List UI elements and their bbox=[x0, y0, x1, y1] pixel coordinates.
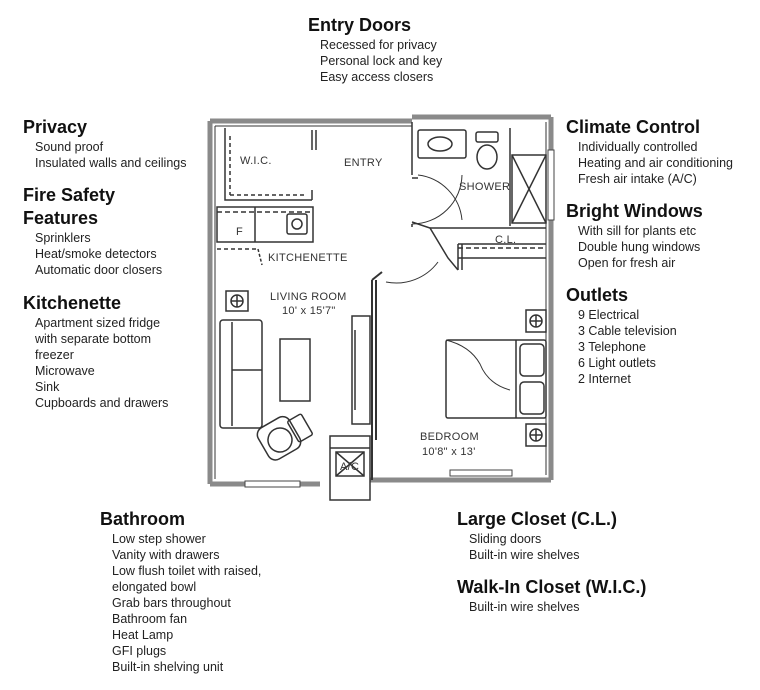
bed bbox=[446, 340, 546, 418]
kitchenette-title: Kitchenette bbox=[23, 293, 122, 313]
kitchenette-section bbox=[23, 292, 168, 411]
list-item: 9 Electrical bbox=[578, 308, 640, 322]
outlets-title: Outlets bbox=[566, 285, 629, 305]
toilet-icon bbox=[476, 132, 498, 169]
sink-icon bbox=[287, 214, 307, 234]
vanity bbox=[418, 130, 466, 158]
entry-doors-title: Entry Doors bbox=[308, 15, 412, 35]
fridge-label: F bbox=[236, 226, 244, 238]
privacy-title: Privacy bbox=[23, 117, 88, 137]
living-room-window bbox=[245, 481, 300, 487]
list-item: elongated bowl bbox=[112, 580, 197, 594]
bathroom-area bbox=[412, 122, 546, 227]
list-item: Microwave bbox=[35, 364, 95, 378]
list-item: Cupboards and drawers bbox=[35, 396, 169, 410]
list-item: Individually controlled bbox=[578, 140, 698, 154]
ac-label: A/C bbox=[340, 461, 360, 473]
list-item: 3 Cable television bbox=[578, 324, 677, 338]
living-room-size: 10' x 15'7" bbox=[282, 305, 336, 317]
list-item: Fresh air intake (A/C) bbox=[578, 172, 697, 186]
list-item: Sprinklers bbox=[35, 231, 91, 245]
list-item: Sound proof bbox=[35, 140, 104, 154]
list-item: Built-in wire shelves bbox=[469, 548, 580, 562]
list-item: Insulated walls and ceilings bbox=[35, 156, 187, 170]
fire-safety-title-line1: Fire Safety bbox=[23, 185, 116, 205]
walk-in-closet-section bbox=[457, 576, 646, 615]
list-item: Easy access closers bbox=[320, 70, 434, 84]
coffee-table bbox=[280, 339, 310, 401]
sofa bbox=[220, 320, 262, 428]
list-item: GFI plugs bbox=[112, 644, 167, 658]
large-closet-section bbox=[457, 508, 617, 563]
living-room-label: LIVING ROOM bbox=[270, 291, 347, 303]
list-item: Heat Lamp bbox=[112, 628, 174, 642]
climate-control-title: Climate Control bbox=[566, 117, 701, 137]
list-item: Heating and air conditioning bbox=[578, 156, 733, 170]
list-item: Bathroom fan bbox=[112, 612, 188, 626]
list-item: Heat/smoke detectors bbox=[35, 247, 157, 261]
list-item: Built-in wire shelves bbox=[469, 600, 580, 614]
climate-control-section bbox=[566, 116, 733, 187]
list-item: Sliding doors bbox=[469, 532, 542, 546]
list-item: Automatic door closers bbox=[35, 263, 163, 277]
list-item: Open for fresh air bbox=[578, 256, 676, 270]
bedroom-window bbox=[450, 470, 512, 476]
list-item: with separate bottom bbox=[35, 332, 152, 346]
bright-windows-title: Bright Windows bbox=[566, 201, 703, 221]
list-item: Low flush toilet with raised, bbox=[112, 564, 262, 578]
shower-label: SHOWER bbox=[459, 181, 511, 193]
fire-safety-section bbox=[23, 184, 162, 278]
list-item: Recessed for privacy bbox=[320, 38, 437, 52]
entry-label: ENTRY bbox=[344, 157, 383, 169]
list-item: Built-in shelving unit bbox=[112, 660, 224, 674]
list-item: With sill for plants etc bbox=[578, 224, 697, 238]
list-item: 3 Telephone bbox=[578, 340, 646, 354]
bedroom-furniture bbox=[446, 310, 546, 446]
list-item: Vanity with drawers bbox=[112, 548, 220, 562]
large-closet bbox=[412, 222, 546, 270]
list-item: 2 Internet bbox=[578, 372, 631, 386]
privacy-section bbox=[23, 116, 186, 171]
list-item: Personal lock and key bbox=[320, 54, 443, 68]
fire-safety-title-line2: Features bbox=[23, 208, 99, 228]
list-item: Low step shower bbox=[112, 532, 206, 546]
list-item: freezer bbox=[35, 348, 74, 362]
outlets-section bbox=[566, 284, 677, 387]
cl-label: C.L. bbox=[495, 234, 517, 246]
entry-door bbox=[412, 175, 462, 220]
bright-windows-section bbox=[566, 200, 703, 271]
climate-window bbox=[548, 150, 554, 220]
kitchenette-label: KITCHENETTE bbox=[268, 252, 348, 264]
bedroom-label: BEDROOM bbox=[420, 431, 479, 443]
wic-label: W.I.C. bbox=[240, 155, 272, 167]
walk-in-closet-title: Walk-In Closet (W.I.C.) bbox=[457, 577, 647, 597]
list-item: Apartment sized fridge bbox=[35, 316, 161, 330]
large-closet-title: Large Closet (C.L.) bbox=[457, 509, 618, 529]
list-item: Double hung windows bbox=[578, 240, 701, 254]
entry-doors-section bbox=[308, 14, 442, 85]
exterior-walls bbox=[210, 117, 551, 484]
bathroom-section bbox=[100, 508, 261, 675]
bathroom-title: Bathroom bbox=[100, 509, 185, 529]
list-item: Sink bbox=[35, 380, 60, 394]
list-item: Grab bars throughout bbox=[112, 596, 231, 610]
list-item: 6 Light outlets bbox=[578, 356, 656, 370]
bedroom-size: 10'8" x 13' bbox=[422, 446, 476, 458]
